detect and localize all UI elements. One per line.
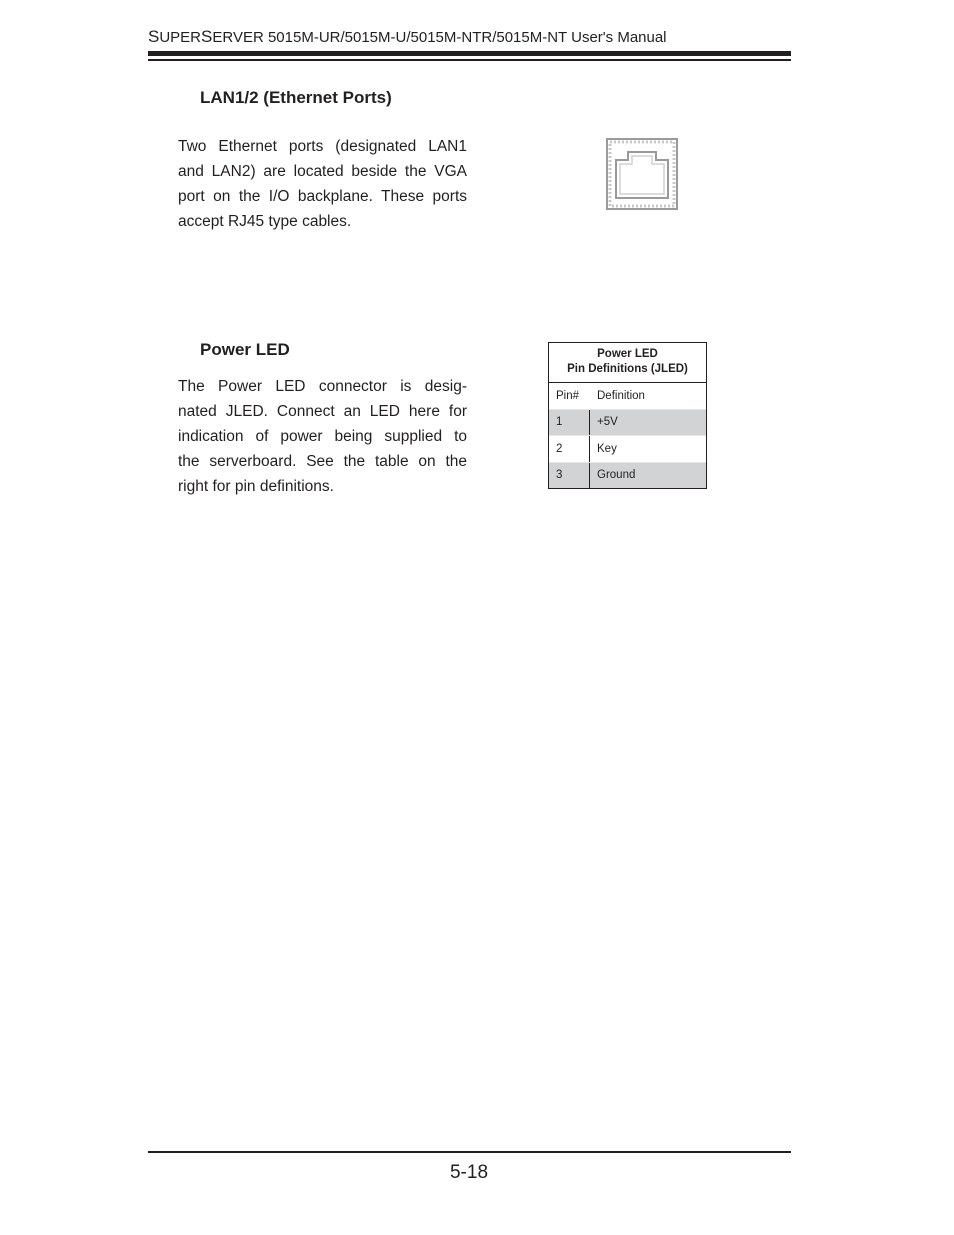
header-models: 5015M-UR/5015M-U/5015M-NTR/5015M-NT User's Manual <box>263 29 667 46</box>
body-line: port on the I/O backplane. These ports <box>178 188 467 205</box>
lan-section-heading: LAN1/2 (Ethernet Ports) <box>200 88 392 107</box>
table-row <box>549 462 706 489</box>
header-brand-initial: S <box>148 27 160 46</box>
header-brand-part: ERVER <box>212 29 264 46</box>
header-brand-initial: S <box>201 27 213 46</box>
body-line: Two Ethernet ports (designated LAN1 <box>178 138 467 155</box>
pin-column-header: Pin# <box>556 389 580 402</box>
pin-definition-cell: Key <box>597 442 617 455</box>
pin-number-cell: 3 <box>549 463 590 489</box>
pin-table-caption <box>549 343 706 383</box>
definition-column-header: Definition <box>597 389 645 402</box>
header-rule-thin <box>148 59 791 61</box>
header-rule-thick <box>148 51 791 56</box>
pin-definition-cell: Ground <box>597 469 636 482</box>
power-led-section-body <box>178 374 467 499</box>
pin-table-caption-title: Power LED <box>597 348 658 360</box>
body-line: accept RJ45 type cables. <box>178 213 352 230</box>
pin-number-cell: 2 <box>549 436 590 462</box>
table-row <box>549 435 706 462</box>
footer-rule <box>148 1151 791 1153</box>
rj45-port-icon <box>606 138 678 210</box>
pin-table-caption-subtitle: Pin Definitions (JLED) <box>567 363 688 375</box>
body-line: and LAN2) are located beside the VGA <box>178 163 467 180</box>
power-led-section-heading: Power LED <box>200 340 290 359</box>
header-brand-part: UPER <box>159 29 202 46</box>
body-line: nated JLED. Connect an LED here for <box>178 403 467 420</box>
power-led-pin-table <box>548 342 707 489</box>
pin-table-header-row <box>549 383 706 409</box>
pin-definition-cell: +5V <box>597 416 618 429</box>
body-line: The Power LED connector is desig- <box>178 378 467 395</box>
body-line: the serverboard. See the table on the <box>178 453 467 470</box>
table-row <box>549 409 706 436</box>
lan-section-body <box>178 134 467 234</box>
page-number: 5-18 <box>449 1162 489 1183</box>
running-header <box>148 27 790 47</box>
body-line: right for pin definitions. <box>178 478 334 495</box>
pin-number-cell: 1 <box>549 410 590 436</box>
body-line: indication of power being supplied to <box>178 428 467 445</box>
